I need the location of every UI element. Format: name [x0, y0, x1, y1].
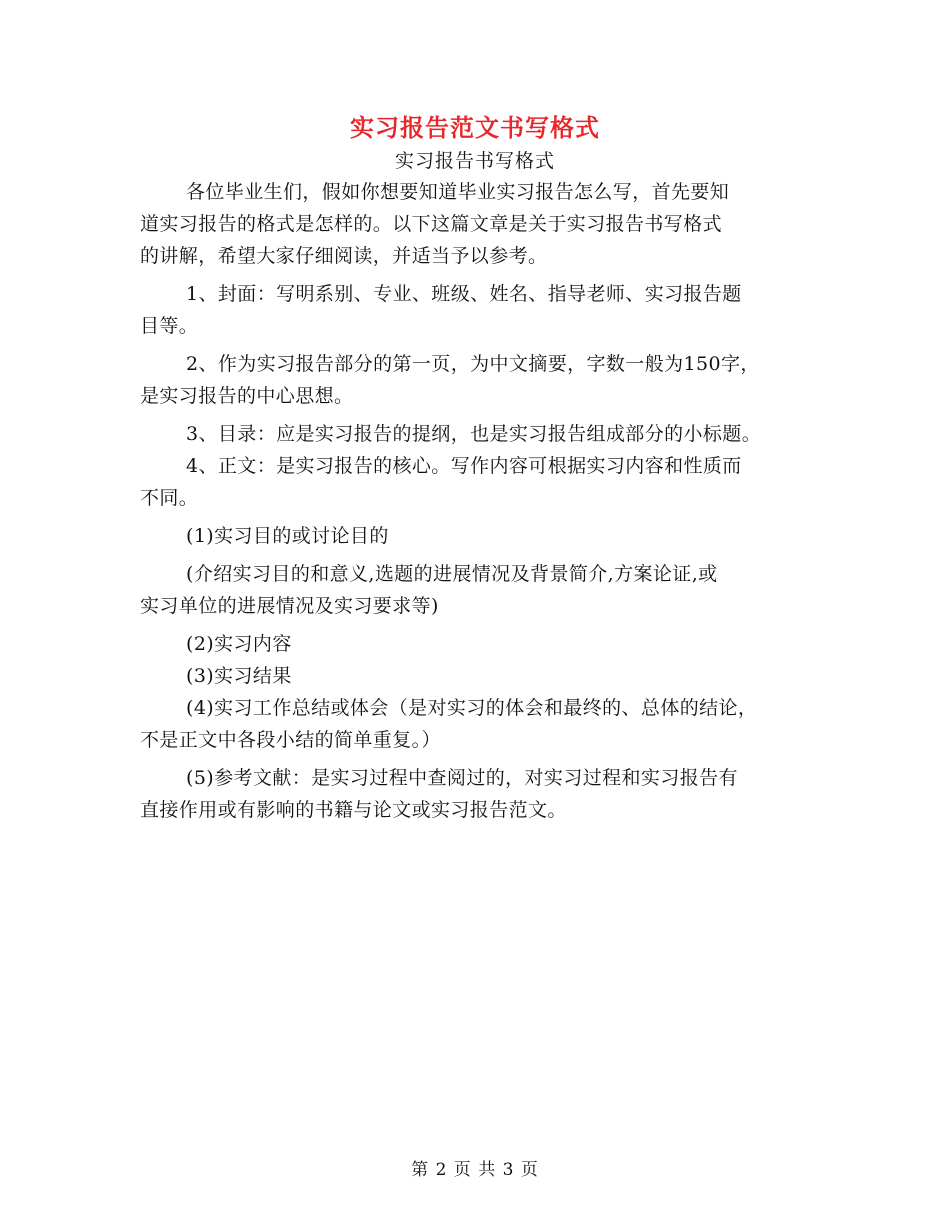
paragraph-line: 不同。 — [140, 487, 199, 509]
document-subtitle: 实习报告书写格式 — [394, 150, 555, 172]
paragraph-line: 道实习报告的格式是怎样的。以下这篇文章是关于实习报告书写格式 — [140, 213, 723, 235]
paragraph-line: 3、目录：应是实习报告的提纲，也是实习报告组成部分的小标题。 — [186, 423, 762, 445]
paragraph-line: 1、封面：写明系别、专业、班级、姓名、指导老师、实习报告题 — [186, 283, 742, 305]
paragraph-line: 的讲解，希望大家仔细阅读，并适当予以参考。 — [140, 245, 548, 267]
paragraph-line: 不是正文中各段小结的简单重复。） — [140, 729, 441, 751]
paragraph-line: 实习单位的进展情况及实习要求等) — [140, 595, 439, 617]
document-body — [140, 176, 810, 826]
paragraph-line: 4、正文：是实习报告的核心。写作内容可根据实习内容和性质而 — [186, 455, 742, 477]
paragraph-line: 直接作用或有影响的书籍与论文或实习报告范文。 — [140, 799, 567, 821]
paragraph-line: (4)实习工作总结或体会（是对实习的体会和最终的、总体的结论， — [186, 697, 758, 719]
paragraph-line: (5)参考文献：是实习过程中查阅过的，对实习过程和实习报告有 — [186, 767, 738, 789]
paragraph-line: 2、作为实习报告部分的第一页，为中文摘要，字数一般为150字， — [186, 353, 760, 375]
document-title: 实习报告范文书写格式 — [350, 113, 600, 142]
paragraph-line: (3)实习结果 — [186, 665, 292, 687]
paragraph-line: (介绍实习目的和意义,选题的进展情况及背景简介,方案论证,或 — [186, 563, 718, 585]
paragraph-line: (2)实习内容 — [186, 633, 292, 655]
paragraph-line: (1)实习目的或讨论目的 — [186, 525, 389, 547]
page-number-footer: 第 2 页 共 3 页 — [411, 1160, 539, 1180]
paragraph-line: 目等。 — [140, 315, 199, 337]
paragraph-line: 各位毕业生们，假如你想要知道毕业实习报告怎么写，首先要知 — [186, 181, 730, 203]
paragraph-line: 是实习报告的中心思想。 — [140, 385, 354, 407]
